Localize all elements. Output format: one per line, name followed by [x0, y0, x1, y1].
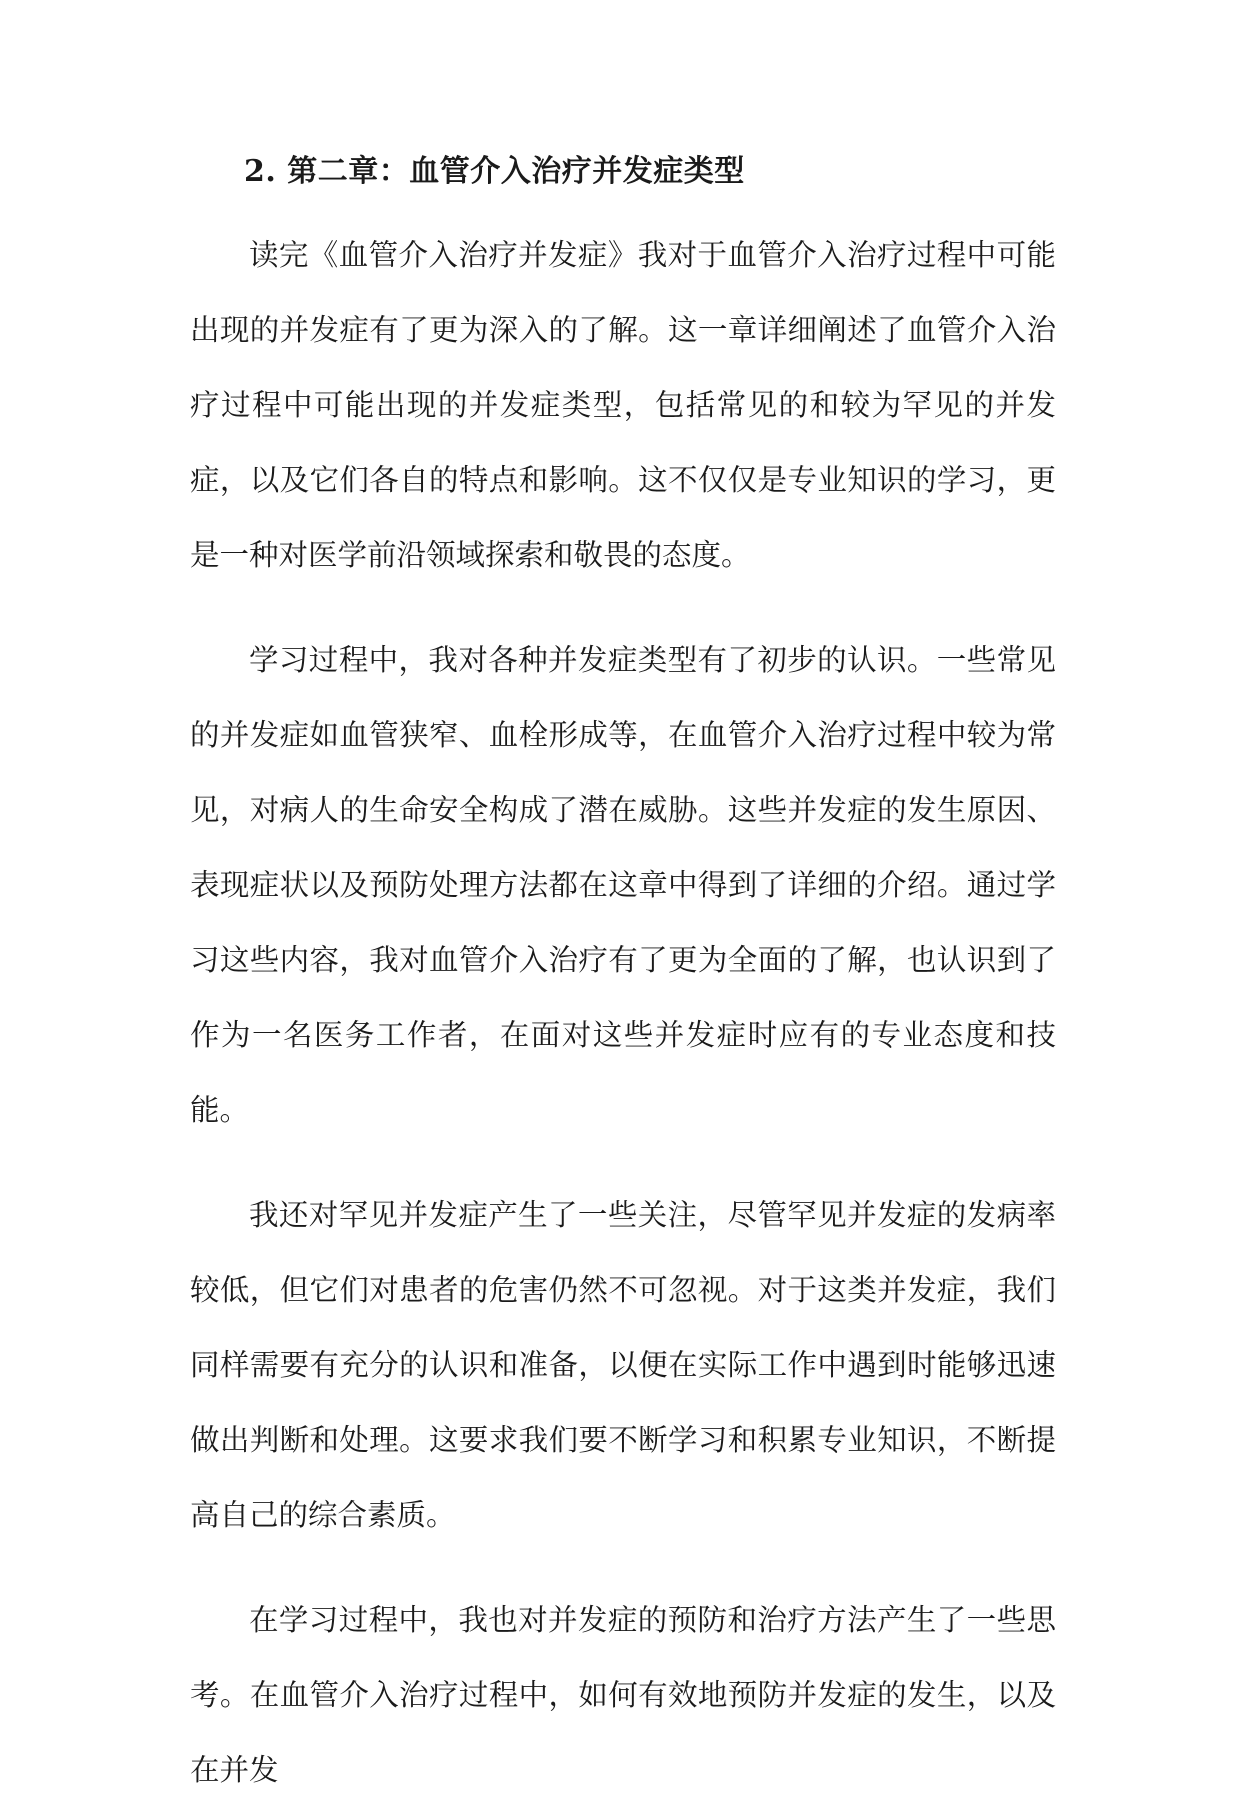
paragraph-2: 学习过程中，我对各种并发症类型有了初步的认识。一些常见的并发症如血管狭窄、血栓形成等，在血管介入治疗过程中较为常见，对病人的生命安全构成了潜在威胁。这些并发症的发生原因、表现症状以及预防处理方法都在这章中得到了详细的介绍。通过学习这些内容，我对血管介入治疗有了更为全面的了解，也认识到了作为一名医务工作者，在面对这些并发症时应有的专业态度和技能。 [190, 643, 1056, 1127]
paragraph-1: 读完《血管介入治疗并发症》我对于血管介入治疗过程中可能出现的并发症有了更为深入的了解。这一章详细阐述了血管介入治疗过程中可能出现的并发症类型，包括常见的和较为罕见的并发症，以及它们各自的特点和影响。这不仅仅是专业知识的学习，更是一种对医学前沿领域探索和敬畏的态度。 [190, 238, 1056, 572]
document-body [190, 146, 1056, 1808]
paragraph-4: 在学习过程中，我也对并发症的预防和治疗方法产生了一些思考。在血管介入治疗过程中，如何有效地预防并发症的发生，以及在并发 [190, 1603, 1056, 1787]
paragraph-3: 我还对罕见并发症产生了一些关注，尽管罕见并发症的发病率较低，但它们对患者的危害仍然不可忽视。对于这类并发症，我们同样需要有充分的认识和准备，以便在实际工作中遇到时能够迅速做出判断和处理。这要求我们要不断学习和积累专业知识，不断提高自己的综合素质。 [190, 1198, 1056, 1532]
section-heading: 2. 第二章：血管介入治疗并发症类型 [244, 154, 745, 189]
